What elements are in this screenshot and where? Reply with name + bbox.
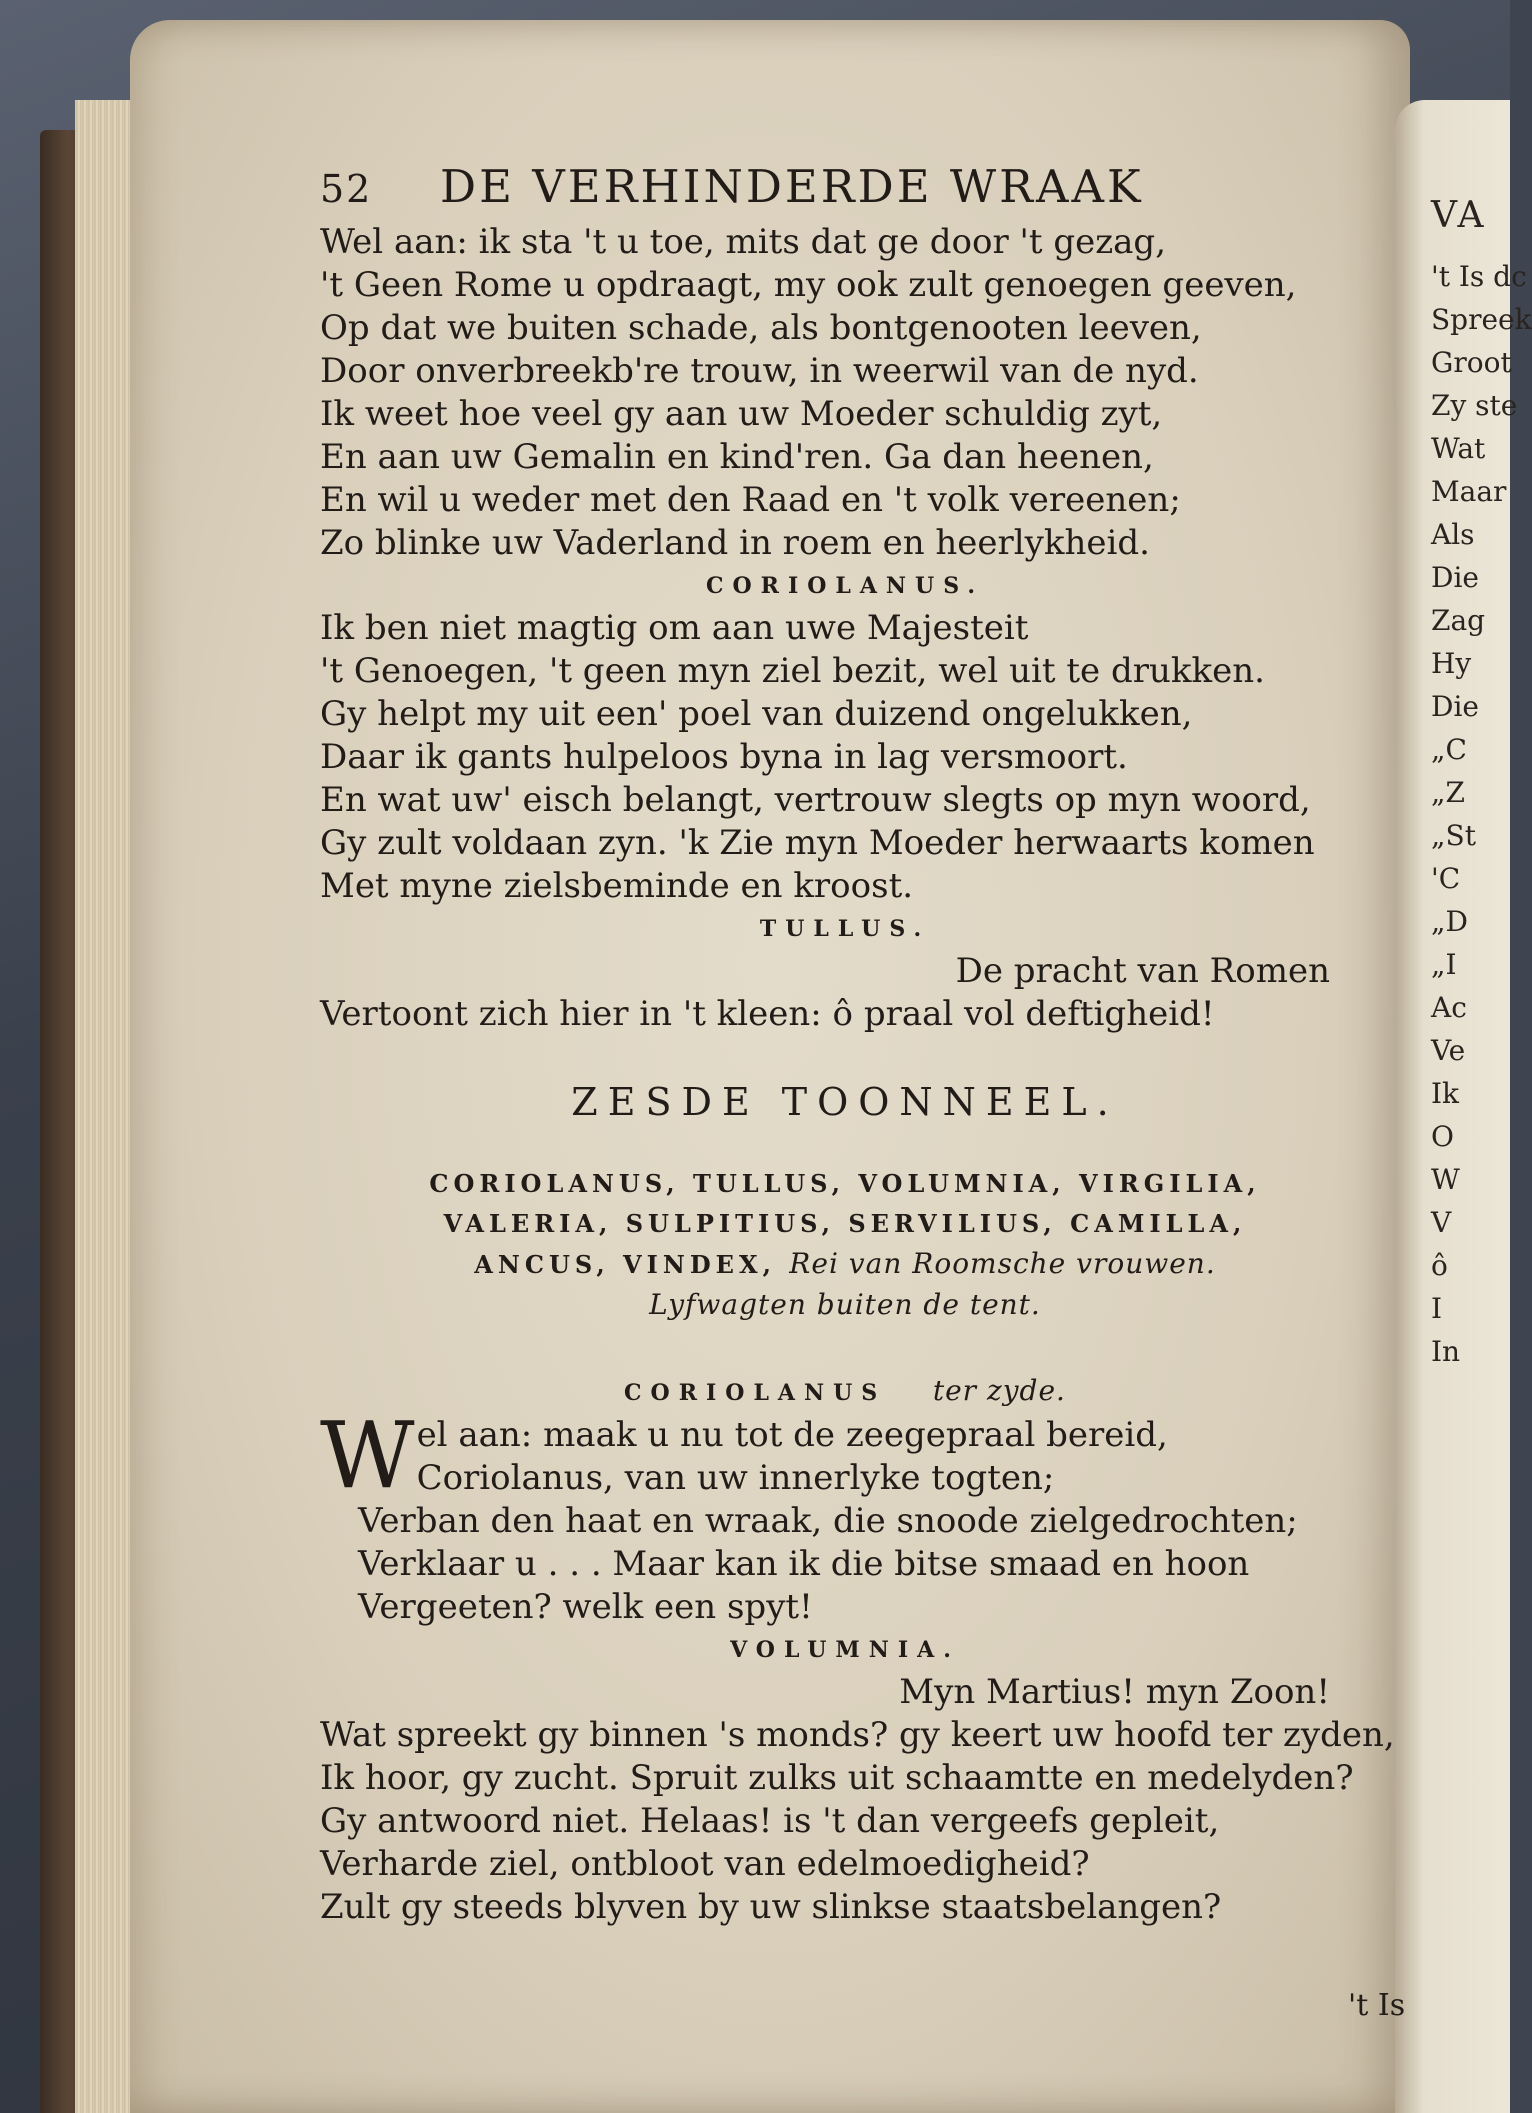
right-page-line: Spreek bbox=[1431, 303, 1532, 336]
speaker-name: VOLUMNIA. bbox=[730, 1637, 960, 1663]
right-page-line: W bbox=[1431, 1163, 1460, 1196]
speaker-name: TULLUS. bbox=[759, 916, 931, 942]
cast-line bbox=[320, 1285, 1370, 1326]
right-page-line: V bbox=[1431, 1206, 1452, 1239]
verse-line: Gy antwoord niet. Helaas! is 't dan vergeefs gepleit, bbox=[320, 1801, 1220, 1841]
verse-line: Ik hoor, gy zucht. Spruit zulks uit schaamtte en medelyden? bbox=[320, 1758, 1354, 1798]
right-page-line: Groot bbox=[1431, 346, 1512, 379]
verse-line: En aan uw Gemalin en kind'ren. Ga dan heenen, bbox=[320, 437, 1154, 477]
verse-line-continued: Myn Martius! myn Zoon! bbox=[899, 1672, 1330, 1712]
verse-line: Ik weet hoe veel gy aan uw Moeder schuldig zyt, bbox=[320, 394, 1163, 434]
right-page-line: „C bbox=[1431, 733, 1467, 766]
verse-block-4 bbox=[320, 1402, 1370, 1629]
verse-line: Coriolanus, van uw innerlyke togten; bbox=[416, 1458, 1055, 1498]
right-page-header: VA bbox=[1431, 195, 1487, 236]
spacer bbox=[320, 1326, 1370, 1370]
right-page-line: Zy ste bbox=[1431, 389, 1518, 422]
verse-line: 't Geen Rome u opdraagt, my ook zult genoegen geeven, bbox=[320, 265, 1297, 305]
verse-line: Zo blinke uw Vaderland in roem en heerlykheid. bbox=[320, 523, 1150, 563]
right-page-line: „D bbox=[1431, 905, 1468, 938]
verse-line: Verban den haat en wraak, die snoode zielgedrochten; bbox=[358, 1501, 1298, 1541]
speaker-name: CORIOLANUS. bbox=[705, 573, 984, 599]
cast-note: Lyfwagten buiten de tent. bbox=[649, 1288, 1041, 1321]
verse-block-2 bbox=[320, 607, 1370, 908]
catchword: 't Is bbox=[1348, 1988, 1406, 2023]
verse-line: Gy helpt my uit een' poel van duizend ongelukken, bbox=[320, 694, 1193, 734]
verse-line: Zult gy steeds blyven by uw slinkse staatsbelangen? bbox=[320, 1887, 1222, 1927]
right-page-line: Die bbox=[1431, 690, 1479, 723]
speaker-name: CORIOLANUS bbox=[624, 1380, 887, 1406]
right-page-line: „I bbox=[1431, 948, 1457, 981]
verse-line: Vergeeten? welk een spyt! bbox=[358, 1587, 813, 1627]
right-page-line: Ac bbox=[1431, 991, 1467, 1024]
verse-line-continued: De pracht van Romen bbox=[955, 951, 1330, 991]
right-page-line: O bbox=[1431, 1120, 1454, 1153]
speaker-with-direction bbox=[320, 1370, 1370, 1414]
right-page-line: Ve bbox=[1431, 1034, 1466, 1067]
drop-capital: W bbox=[320, 1402, 415, 1509]
verse-line: Ik ben niet magtig om aan uwe Majesteit bbox=[320, 608, 1029, 648]
cast-line: VALERIA, SULPITIUS, SERVILIUS, CAMILLA, bbox=[443, 1209, 1247, 1238]
verse-line: Wat spreekt gy binnen 's monds? gy keert uw hoofd ter zyden, bbox=[320, 1715, 1395, 1755]
right-page-line: Maar bbox=[1431, 475, 1507, 508]
verse-line-text: el aan: maak u nu tot de zeegepraal bereid, bbox=[416, 1415, 1168, 1455]
verse-line: En wil u weder met den Raad en 't volk vereenen; bbox=[320, 480, 1181, 520]
verse-line: Verharde ziel, ontbloot van edelmoedigheid? bbox=[320, 1844, 1090, 1884]
running-title: DE VERHINDERDE WRAAK bbox=[440, 160, 1144, 213]
right-page-line: 't Is dc bbox=[1431, 260, 1527, 293]
cast-note: Rei van Roomsche vrouwen. bbox=[789, 1247, 1216, 1280]
page-header bbox=[320, 160, 1370, 213]
verse-block-5 bbox=[320, 1714, 1395, 1929]
verse-line: Verklaar u . . . Maar kan ik die bitse smaad en hoon bbox=[358, 1544, 1250, 1584]
page-text bbox=[320, 160, 1395, 1929]
verse-line: 't Genoegen, 't geen myn ziel bezit, wel uit te drukken. bbox=[320, 651, 1265, 691]
scene-title: ZESDE TOONNEEL. bbox=[571, 1080, 1119, 1124]
right-page-line: Zag bbox=[1431, 604, 1486, 637]
page-number: 52 bbox=[320, 167, 373, 211]
verse-line: Daar ik gants hulpeloos byna in lag versmoort. bbox=[320, 737, 1128, 777]
right-page-line: I bbox=[1431, 1292, 1443, 1325]
right-page-line: 'C bbox=[1431, 862, 1461, 895]
verse-line: En wat uw' eisch belangt, vertrouw slegts op myn woord, bbox=[320, 780, 1311, 820]
right-page-line: „Z bbox=[1431, 776, 1465, 809]
verse-line: Op dat we buiten schade, als bontgenooten leeven, bbox=[320, 308, 1202, 348]
stage-direction: ter zyde. bbox=[932, 1374, 1066, 1407]
right-page-line: In bbox=[1431, 1335, 1461, 1368]
verse-line: Door onverbreekb're trouw, in weerwil van de nyd. bbox=[320, 351, 1199, 391]
cast-list bbox=[320, 1164, 1370, 1326]
right-page-line: ô bbox=[1431, 1249, 1448, 1282]
verse-line: Vertoont zich hier in 't kleen: ô praal vol deftigheid! bbox=[320, 994, 1215, 1034]
cast-line bbox=[320, 1244, 1370, 1285]
right-page-line: Als bbox=[1431, 518, 1475, 551]
right-page-line: „St bbox=[1431, 819, 1476, 852]
right-page bbox=[1395, 100, 1532, 2113]
right-page-line: Die bbox=[1431, 561, 1479, 594]
cast-line: CORIOLANUS, TULLUS, VOLUMNIA, VIRGILIA, bbox=[429, 1169, 1261, 1198]
right-page-line: Ik bbox=[1431, 1077, 1460, 1110]
verse-block-1 bbox=[320, 221, 1370, 565]
right-page-line: Wat bbox=[1431, 432, 1486, 465]
verse-line: Met myne zielsbeminde en kroost. bbox=[320, 866, 914, 906]
verse-line: Gy zult voldaan zyn. 'k Zie myn Moeder herwaarts komen bbox=[320, 823, 1315, 863]
right-page-line: Hy bbox=[1431, 647, 1472, 680]
verse-line: Wel aan: ik sta 't u toe, mits dat ge door 't gezag, bbox=[320, 222, 1166, 262]
cast-names: ANCUS, VINDEX, bbox=[474, 1250, 776, 1279]
